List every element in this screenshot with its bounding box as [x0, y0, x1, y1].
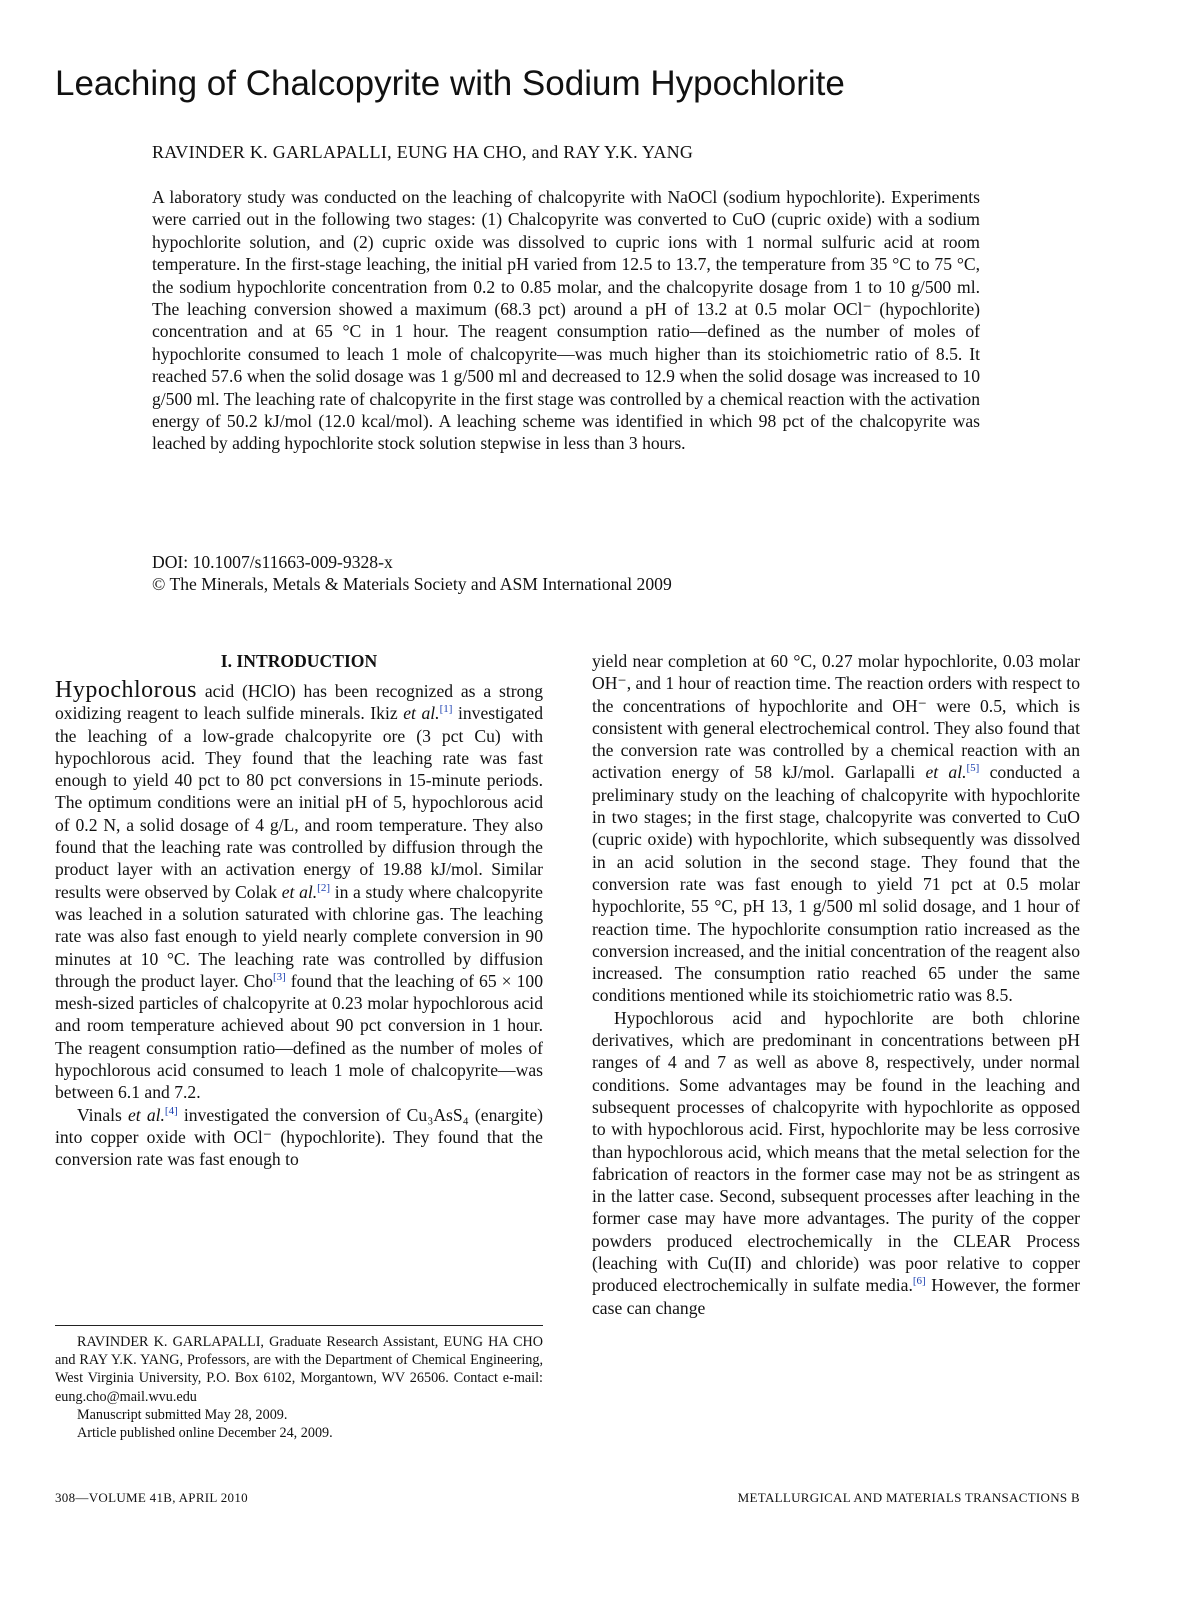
submitted-note: Manuscript submitted May 28, 2009. [77, 1406, 288, 1423]
citation-2[interactable]: [2] [317, 881, 330, 894]
affiliation-note: RAVINDER K. GARLAPALLI, Graduate Research Assistant, EUNG HA CHO and RAY Y.K. YANG, Professors, are with the Department of Chemical Engineering, West Virginia University, P.O. Box 6102, Morgantown, WV 26506. Contact e-mail: eung.cho@mail.wvu.edu [55, 1334, 543, 1405]
right-column [592, 650, 1080, 1319]
page-footer-volume: 308—VOLUME 41B, APRIL 2010 [55, 1490, 248, 1505]
left-column [55, 650, 543, 1171]
author-list: RAVINDER K. GARLAPALLI, EUNG HA CHO, and RAY Y.K. YANG [152, 142, 694, 162]
section-heading-introduction: I. INTRODUCTION [220, 651, 378, 671]
abstract: A laboratory study was conducted on the leaching of chalcopyrite with NaOCl (sodium hypochlorite). Experiments were carried out in the following two stages: (1) Chalcopyrite was converted to CuO (cupric oxide) with a sodium hypochlorite solution, and (2) cupric oxide was dissolved to cupric ions with 1 normal sulfuric acid at room temperature. In the first-stage leaching, the initial pH varied from 12.5 to 13.7, the temperature from 35 °C to 75 °C, the sodium hypochlorite concentration from 0.2 to 0.85 molar, and the chalcopyrite dosage from 1 to 10 g/500 ml. The leaching conversion showed a maximum (68.3 pct) around a pH of 13.2 at 0.5 molar OCl⁻ (hypochlorite) concentration and at 65 °C in 1 hour. The reagent consumption ratio—defined as the number of moles of hypochlorite consumed to leach 1 mole of chalcopyrite—was much higher than its stoichiometric ratio of 8.5. It reached 57.6 when the solid dosage was 1 g/500 ml and decreased to 12.9 when the solid dosage was increased to 10 g/500 ml. The leaching rate of chalcopyrite in the first stage was controlled by a chemical reaction with the activation energy of 50.2 kJ/mol (12.0 kcal/mol). A leaching scheme was identified in which 98 pct of the chalcopyrite was leached by adding hypochlorite stock solution stepwise in less than 3 hours. [152, 187, 980, 454]
copyright-notice: © The Minerals, Metals & Materials Society and ASM International 2009 [152, 574, 672, 595]
lead-word: Hypochlorous [55, 677, 197, 703]
published-note: Article published online December 24, 2009. [77, 1425, 333, 1442]
intro-paragraph-3: yield near completion at 60 °C, 0.27 molar hypochlorite, 0.03 molar OH⁻, and 1 hour of reaction time. The reaction orders with respect to the concentrations of hypochlorite and OH⁻ were 0.5, which is consistent with general electrochemical control. They also found that the conversion rate was controlled by a chemical reaction with an activation energy of 58 kJ/mol. Garlapalli et al.[5] conducted a preliminary study on the leaching of chalcopyrite with hypochlorite in two stages; in the first stage, chalcopyrite was converted to CuO (cupric oxide) with hypochlorite, which subsequently was dissolved in an acid solution in the second stage. They found that the conversion rate was fast enough to yield 71 pct at 0.5 molar hypochlorite, 55 °C, pH 13, 1 g/500 ml solid dosage, and 1 hour of reaction time. The hypochlorite consumption ratio increased as the conversion increased, and the initial concentration of the reagent also increased. The consumption ratio reached 65 under the same conditions mentioned while its stoichiometric ratio was 8.5. [592, 651, 1080, 1006]
article-title: Leaching of Chalcopyrite with Sodium Hypochlorite [55, 64, 845, 103]
citation-1[interactable]: [1] [439, 703, 453, 716]
author-footnote [55, 1333, 543, 1442]
doi[interactable]: DOI: 10.1007/s11663-009-9328-x [152, 552, 393, 572]
intro-paragraph-1: Hypochlorous acid (HClO) has been recognized as a strong oxidizing reagent to leach sulfide minerals. Ikiz et al.[1] investigated the leaching of a low-grade chalcopyrite ore (3 pct Cu) with hypochlorous acid. They found that the leaching rate was fast enough to yield 40 pct to 80 pct conversions in 15-minute periods. The optimum conditions were an initial pH of 5, hypochlorous acid of 0.2 N, a solid dosage of 4 g/L, and room temperature. They also found that the leaching rate was controlled by diffusion through the product layer with an activation energy of 19.88 kJ/mol. Similar results were observed by Colak et al.[2] in a study where chalcopyrite was leached in a solution saturated with chlorine gas. The leaching rate was also fast enough to yield nearly complete conversion in 90 minutes at 10 °C. The leaching rate was controlled by diffusion through the product layer. Cho[3] found that the leaching of 65 × 100 mesh-sized particles of chalcopyrite at 0.23 molar hypochlorous acid and room temperature achieved about 90 pct conversion in 1 hour. The reagent consumption ratio—defined as the number of moles of hypochlorous acid consumed to leach 1 mole of chalcopyrite—was between 6.1 and 7.2. [55, 677, 544, 1103]
intro-paragraph-2: Vinals et al.[4] investigated the conversion of Cu₃AsS₄ (enargite) into copper oxide with OCl⁻ (hypochlorite). They found that the conversion rate was fast enough to [55, 1104, 543, 1170]
intro-paragraph-4: Hypochlorous acid and hypochlorite are both chlorine derivatives, which are predominant in concentrations between pH ranges of 4 and 7 as well as above 8, respectively, under normal conditions. Some advantages may be found in the leaching and subsequent processes of chalcopyrite with hypochlorite as opposed to with hypochlorous acid. First, hypochlorite may be less corrosive than hypochlorous acid, which means that the metal selection for the fabrication of reactors in the former case may not be as stringent as in the latter case. Second, subsequent processes after leaching in the former case may have more advantages. The purity of the copper powders produced electrochemically in the CLEAR Process (leaching with Cu(II) and chloride) was poor relative to copper produced electrochemically in sulfate media.[6] However, the former case can change [592, 1007, 1081, 1318]
citation-6[interactable]: [6] [912, 1275, 926, 1288]
footnote-divider [55, 1325, 543, 1326]
page-footer-journal: METALLURGICAL AND MATERIALS TRANSACTIONS B [737, 1490, 1080, 1505]
citation-4[interactable]: [4] [164, 1104, 178, 1117]
publication-info [152, 551, 980, 596]
citation-3[interactable]: [3] [272, 971, 286, 983]
citation-5[interactable]: [5] [966, 762, 980, 775]
